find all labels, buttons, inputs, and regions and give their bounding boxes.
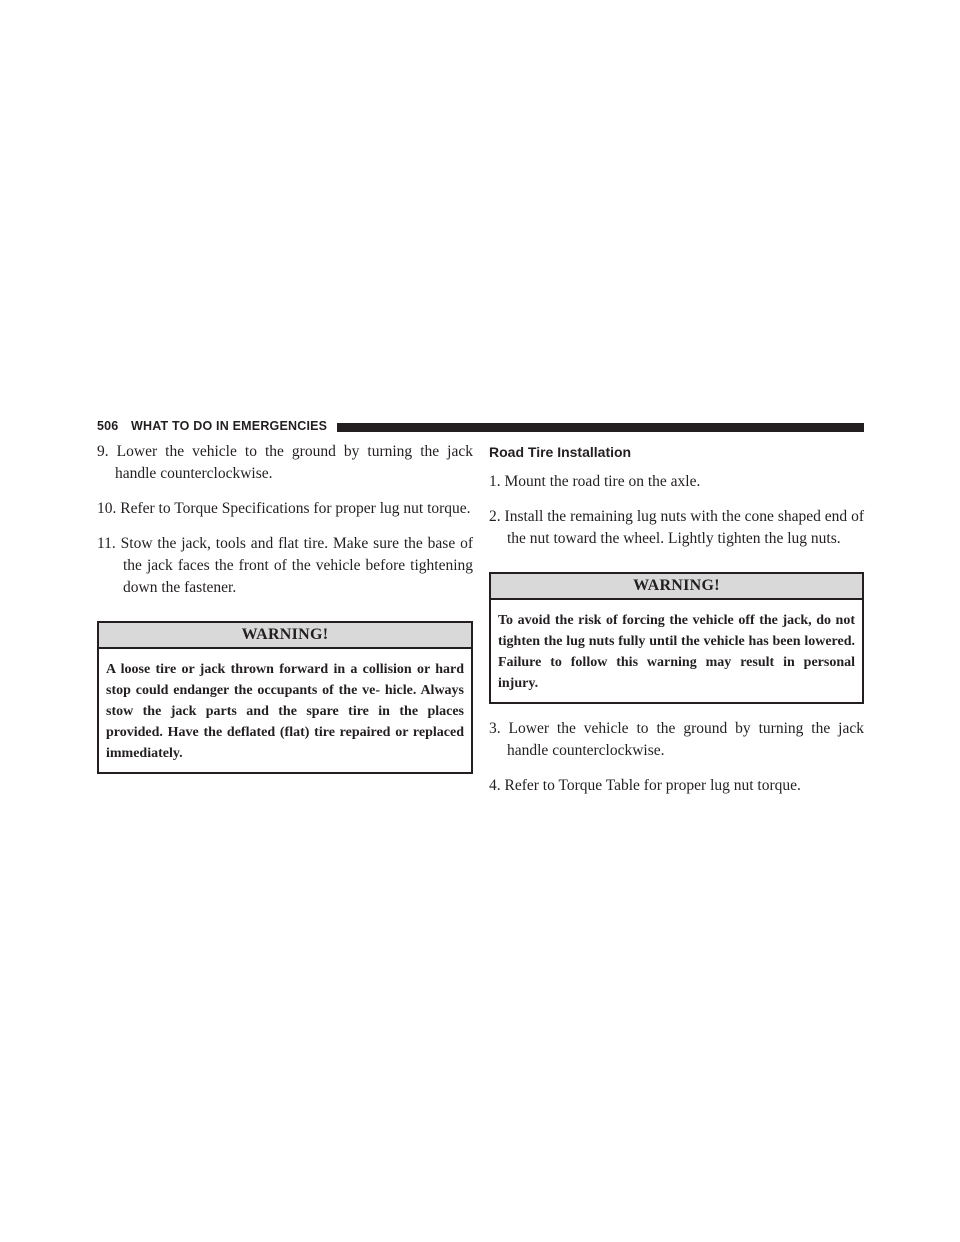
- step-10: 10. Refer to Torque Specifications for proper lug nut torque.: [97, 500, 471, 517]
- warning-heading: WARNING!: [99, 623, 471, 649]
- header-section-title: WHAT TO DO IN EMERGENCIES: [131, 419, 328, 433]
- header-rule: [337, 423, 864, 432]
- step-9: 9. Lower the vehicle to the ground by turning the jack handle counterclockwise.: [97, 443, 473, 482]
- step-2: 2. Install the remaining lug nuts with the cone shaped end of the nut toward the wheel. Lightly tighten the lug nuts.: [489, 508, 864, 547]
- step-4: 4. Refer to Torque Table for proper lug nut torque.: [489, 777, 801, 794]
- step-1: 1. Mount the road tire on the axle.: [489, 473, 701, 490]
- step-11: 11. Stow the jack, tools and flat tire. Make sure the base of the jack faces the front of the vehicle before tightening down the fastener.: [97, 535, 473, 596]
- page-header: [97, 418, 864, 434]
- warning-box-stow: [97, 621, 473, 774]
- left-column: [97, 441, 473, 788]
- right-column: [489, 441, 864, 810]
- section-heading-road-tire: Road Tire Installation: [489, 444, 632, 460]
- step-3: 3. Lower the vehicle to the ground by turning the jack handle counterclockwise.: [489, 720, 864, 759]
- warning-heading: WARNING!: [491, 574, 862, 600]
- warning-text: To avoid the risk of forcing the vehicle off the jack, do not tighten the lug nuts fully until the vehicle has been lowered. Failure to follow this warning may result in personal injury.: [498, 613, 855, 691]
- page-number: 506: [97, 419, 119, 433]
- warning-box-lug-nuts: [489, 572, 864, 704]
- warning-text: A loose tire or jack thrown forward in a collision or hard stop could endanger the occupants of the ve- hicle. Always stow the jack parts and the spare tire in the places provided. Have the deflated (flat) tire repaired or replaced immediately.: [106, 662, 464, 761]
